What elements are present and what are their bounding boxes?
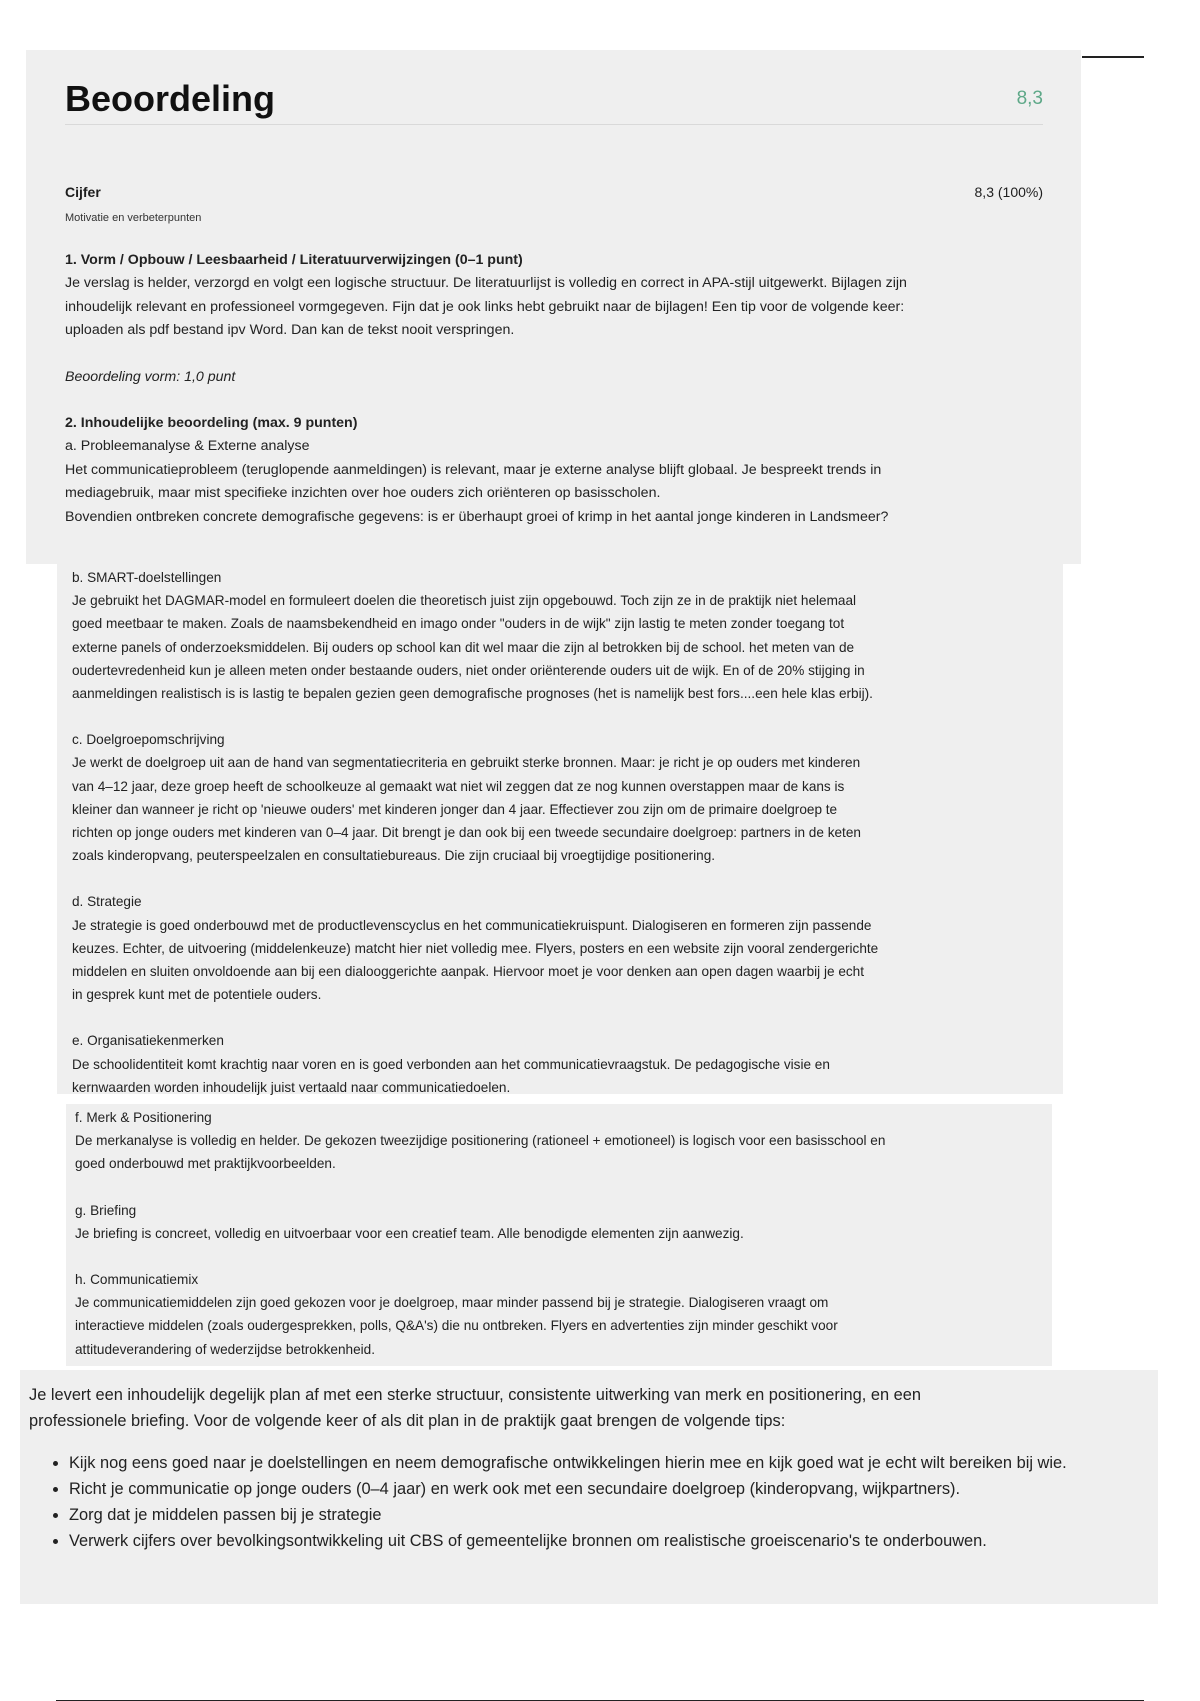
cijfer-row <box>65 181 1043 203</box>
conclusion-line: Je levert een inhoudelijk degelijk plan af met een sterke structuur, consistente uitwerking van merk en positionering, en een <box>29 1386 921 1404</box>
subsection-g-title: g. Briefing <box>75 1202 137 1218</box>
grade-badge: 8,3 <box>1016 88 1043 109</box>
subsection-d-line: Je strategie is goed onderbouwd met de productlevenscyclus en het communicatiekruispunt. Dialogiseren en formeren zijn passende <box>72 917 872 933</box>
subsection-h-line: interactieve middelen (zoals oudergesprekken, polls, Q&A's) die nu ontbreken. Flyers en advertenties zijn minder geschikt voor <box>75 1318 838 1334</box>
subsection-b-title: b. SMART-doelstellingen <box>72 570 222 585</box>
section2-heading: 2. Inhoudelijke beoordeling (max. 9 punten) <box>65 415 358 432</box>
subsection-b-line: oudertevredenheid kun je alleen meten onder bestaande ouders, niet onder oriënterende ouders uit de wijk. En of de 20% stijging in <box>72 662 865 678</box>
conclusion-panel <box>20 1370 1158 1604</box>
section1-line: Je verslag is helder, verzorgd en volgt een logische structuur. De literatuurlijst is volledig en correct in APA-stijl uitgewerkt. Bijlagen zijn <box>65 275 907 292</box>
subsection-c-line: Je werkt de doelgroep uit aan de hand van segmentatiecriteria en gebruikt sterke bronnen. Maar: je richt je op ouders met kinderen <box>72 755 861 771</box>
subsection-e-line: De schoolidentiteit komt krachtig naar voren en is goed verbonden aan het communicatievraagstuk. De pedagogische visie en <box>72 1056 830 1072</box>
subsection-f-title: f. Merk & Positionering <box>75 1110 212 1125</box>
subsection-b-line: goed meetbaar te maken. Zoals de naamsbekendheid en imago onder "ouders in de wijk" zijn lastig te meten zonder toegang tot <box>72 616 845 632</box>
subsection-d-line: in gesprek kunt met de potentiele ouders. <box>72 987 322 1003</box>
cijfer-value: 8,3 (100%) <box>974 184 1043 200</box>
subsection-a-line: mediagebruik, maar mist specifieke inzichten over hoe ouders zich oriënteren op basisscholen. <box>65 485 661 502</box>
subsection-d-line: keuzes. Echter, de uitvoering (middelenkeuze) matcht hier niet volledig mee. Flyers, posters en een website zijn vooral zendergerichte <box>72 940 879 956</box>
subsection-h-line: attitudeverandering of wederzijdse betrokkenheid. <box>75 1341 376 1357</box>
subsection-e-title: e. Organisatiekenmerken <box>72 1033 224 1049</box>
page-title: Beoordeling <box>65 78 276 119</box>
section1-line: uploaden als pdf bestand ipv Word. Dan kan de tekst nooit verspringen. <box>65 322 515 339</box>
subsection-g-line: Je briefing is concreet, volledig en uitvoerbaar voor een creatief team. Alle benodigde elementen zijn aanwezig. <box>75 1225 744 1241</box>
subsection-a-line: Bovendien ontbreken concrete demografische gegevens: is er überhaupt groei of krimp in het aantal jonge kinderen in Landsmeer? <box>65 508 889 525</box>
subsection-a-line: Het communicatieprobleem (teruglopende aanmeldingen) is relevant, maar je externe analyse blijft globaal. Je bespreekt trends in <box>65 461 882 478</box>
subsection-f-line: De merkanalyse is volledig en helder. De gekozen tweezijdige positionering (rationeel + emotioneel) is logisch voor een basisschool en <box>75 1133 886 1149</box>
subsection-c-line: zoals kinderopvang, peuterspeelzalen en consultatiebureaus. Die zijn cruciaal bij vroegtijdige positionering. <box>72 848 716 864</box>
subsection-d-title: d. Strategie <box>72 894 142 910</box>
motivatie-label: Motivatie en verbeterpunten <box>65 212 202 224</box>
subsection-c-title: c. Doelgroepomschrijving <box>72 732 225 748</box>
subsection-b-line: externe panels of onderzoeksmiddelen. Bij ouders op school kan dit wel maar die zijn al betrokken bij de school. het meten van de <box>72 639 855 655</box>
assessment-panel-b-e <box>57 564 1063 1094</box>
tips-list <box>29 1450 1142 1554</box>
subsection-h-line: Je communicatiemiddelen zijn goed gekozen voor je doelgroep, maar minder passend bij je strategie. Dialogiseren vraagt om <box>75 1295 829 1311</box>
subsection-d-line: middelen en sluiten onvoldoende aan bij een dialooggerichte aanpak. Hiervoor moet je voor denken aan open dagen waarbij je echt <box>72 964 865 980</box>
assessment-panel-header <box>26 50 1081 564</box>
subsection-b-line: Je gebruikt het DAGMAR-model en formuleert doelen die theoretisch juist zijn opgebouwd. Toch zijn ze in de praktijk niet helemaal <box>72 593 857 609</box>
subsection-e-line: kernwaarden worden inhoudelijk juist vertaald naar communicatiedoelen. <box>72 1079 511 1095</box>
subsection-c-line: kleiner dan wanneer je richt op 'nieuwe ouders' met kinderen jonger dan 4 jaar. Effectiever zou zijn om de primaire doelgroep te <box>72 801 838 817</box>
section1-score: Beoordeling vorm: 1,0 punt <box>65 368 236 385</box>
subsection-f-line: goed onderbouwd met praktijkvoorbeelden. <box>75 1156 336 1172</box>
cijfer-label: Cijfer <box>65 184 101 200</box>
subsection-c-line: richten op jonge ouders met kinderen van 0–4 jaar. Dit brengt je dan ook bij een tweede secundaire doelgroep: partners in de keten <box>72 825 861 841</box>
subsection-c-line: van 4–12 jaar, deze groep heeft de schoolkeuze al gemaakt wat niet wil zeggen dat ze nog kunnen overstappen maar de kans is <box>72 778 845 794</box>
section1-line: inhoudelijk relevant en professioneel vormgegeven. Fijn dat je ook links hebt gebruikt naar de bijlagen! Een tip voor de volgende keer: <box>65 298 905 315</box>
tip-item: • Kijk nog eens goed naar je doelstellingen en neem demografische ontwikkelingen hierin mee en kijk goed wat je echt wilt bereiken bij wie. <box>69 1450 1142 1476</box>
title-row <box>65 78 1043 125</box>
tip-item: • Zorg dat je middelen passen bij je strategie <box>69 1502 1142 1528</box>
tip-item: • Verwerk cijfers over bevolkingsontwikkeling uit CBS of gemeentelijke bronnen om realistische groeiscenario's te onderbouwen. <box>69 1528 1142 1554</box>
subsection-a-title: a. Probleemanalyse & Externe analyse <box>65 438 310 455</box>
top-divider <box>1082 56 1144 58</box>
subsection-b-line: aanmeldingen realistisch is is lastig te bepalen gezien geen demografische prognoses (het is namelijk best fors....een hele klas erbij). <box>72 686 873 702</box>
subsection-h-title: h. Communicatiemix <box>75 1272 199 1288</box>
conclusion-line: professionele briefing. Voor de volgende keer of als dit plan in de praktijk gaat brengen de volgende tips: <box>29 1412 786 1430</box>
tip-item: • Richt je communicatie op jonge ouders (0–4 jaar) en werk ook met een secundaire doelgroep (kinderopvang, wijkpartners). <box>69 1476 1142 1502</box>
section1-heading: 1. Vorm / Opbouw / Leesbaarheid / Literatuurverwijzingen (0–1 punt) <box>65 252 523 268</box>
assessment-panel-f-h <box>66 1104 1052 1366</box>
